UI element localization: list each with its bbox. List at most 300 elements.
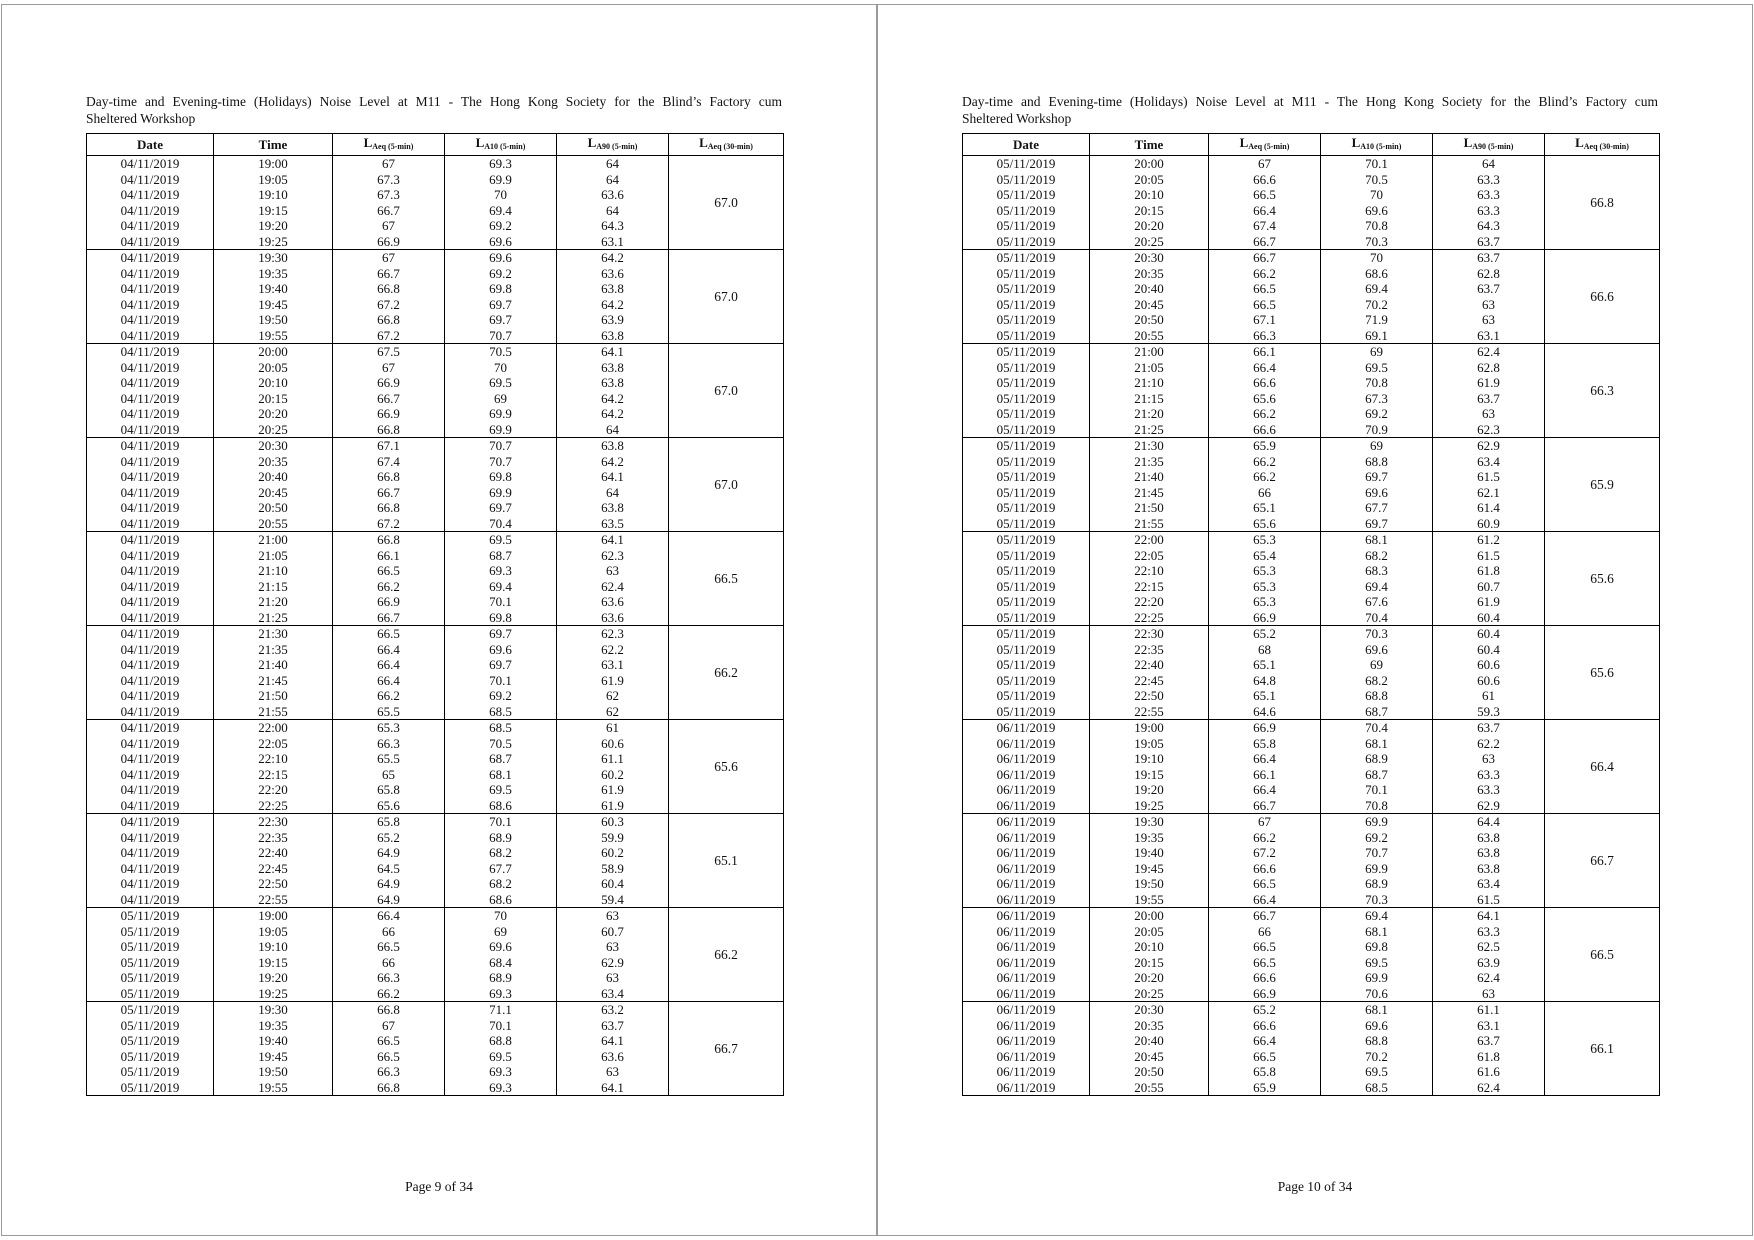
time-cell: 20:15 — [1090, 955, 1209, 971]
time-cell: 22:00 — [1090, 532, 1209, 548]
time-cell: 19:50 — [214, 312, 333, 328]
time-cell: 22:30 — [1090, 626, 1209, 642]
time-cell: 21:45 — [214, 673, 333, 689]
date-cell: 06/11/2019 — [963, 1002, 1090, 1018]
date-cell: 05/11/2019 — [963, 406, 1090, 422]
date-cell: 04/11/2019 — [87, 736, 214, 752]
la90-5min-cell: 63.3 — [1433, 172, 1545, 188]
la10-5min-cell: 69.5 — [1321, 1064, 1433, 1080]
laeq-5min-cell: 66.2 — [1209, 830, 1321, 846]
la90-5min-cell: 64.1 — [557, 344, 669, 360]
laeq-5min-cell: 65.6 — [1209, 391, 1321, 407]
la10-5min-cell: 68.4 — [445, 955, 557, 971]
laeq-5min-cell: 66.7 — [333, 485, 445, 501]
la90-5min-cell: 64 — [557, 156, 669, 172]
table-row — [87, 438, 784, 454]
la90-5min-cell: 63.1 — [557, 234, 669, 250]
date-cell: 06/11/2019 — [963, 1080, 1090, 1096]
la10-5min-cell: 70.1 — [445, 814, 557, 830]
la90-5min-cell: 64 — [557, 203, 669, 219]
date-cell: 06/11/2019 — [963, 736, 1090, 752]
la90-5min-cell: 64 — [557, 172, 669, 188]
la90-5min-cell: 63.6 — [557, 610, 669, 626]
laeq-5min-cell: 65.1 — [1209, 657, 1321, 673]
laeq-5min-cell: 67.5 — [333, 344, 445, 360]
date-cell: 04/11/2019 — [87, 266, 214, 282]
laeq-5min-cell: 66.2 — [1209, 469, 1321, 485]
la10-5min-cell: 69.9 — [445, 422, 557, 438]
la90-5min-cell: 60.4 — [1433, 642, 1545, 658]
table-title — [86, 93, 782, 127]
la10-5min-cell: 69.5 — [445, 1049, 557, 1065]
time-cell: 21:50 — [1090, 500, 1209, 516]
laeq-5min-cell: 66.4 — [1209, 1033, 1321, 1049]
la10-5min-cell: 70.7 — [445, 328, 557, 344]
laeq-5min-cell: 64.8 — [1209, 673, 1321, 689]
laeq-5min-cell: 66.5 — [1209, 187, 1321, 203]
laeq-30min-cell: 66.6 — [1545, 250, 1660, 344]
la90-5min-cell: 59.3 — [1433, 704, 1545, 720]
time-cell: 22:35 — [1090, 642, 1209, 658]
noise-level-table — [962, 133, 1660, 1096]
la10-5min-cell: 68.7 — [1321, 704, 1433, 720]
time-cell: 19:05 — [214, 172, 333, 188]
date-cell: 04/11/2019 — [87, 203, 214, 219]
laeq-5min-cell: 65.8 — [333, 814, 445, 830]
laeq-5min-cell: 66.2 — [1209, 454, 1321, 470]
laeq-5min-cell: 66.3 — [333, 1064, 445, 1080]
la10-5min-cell: 68.2 — [445, 876, 557, 892]
date-cell: 05/11/2019 — [963, 500, 1090, 516]
laeq-5min-cell: 65.6 — [1209, 516, 1321, 532]
laeq-5min-cell: 65.4 — [1209, 548, 1321, 564]
time-cell: 19:40 — [214, 1033, 333, 1049]
date-cell: 05/11/2019 — [963, 297, 1090, 313]
la10-5min-cell: 68.2 — [445, 845, 557, 861]
la90-5min-cell: 63.4 — [557, 986, 669, 1002]
date-cell: 06/11/2019 — [963, 814, 1090, 830]
time-cell: 20:20 — [214, 406, 333, 422]
la10-5min-cell: 70.3 — [1321, 234, 1433, 250]
la90-5min-cell: 63.8 — [557, 500, 669, 516]
time-cell: 20:55 — [1090, 328, 1209, 344]
la90-5min-cell: 63.6 — [557, 594, 669, 610]
time-cell: 22:45 — [1090, 673, 1209, 689]
laeq-5min-cell: 67.2 — [333, 328, 445, 344]
la90-5min-cell: 63.6 — [557, 1049, 669, 1065]
la10-5min-cell: 69.2 — [445, 266, 557, 282]
laeq-5min-cell: 66.5 — [333, 939, 445, 955]
la10-5min-cell: 69.3 — [445, 986, 557, 1002]
laeq-5min-cell: 66.4 — [1209, 782, 1321, 798]
time-cell: 20:00 — [1090, 908, 1209, 924]
date-cell: 06/11/2019 — [963, 1049, 1090, 1065]
laeq-5min-cell: 66.8 — [333, 469, 445, 485]
la10-5min-cell: 69.3 — [445, 1080, 557, 1096]
time-cell: 21:55 — [214, 704, 333, 720]
la10-5min-cell: 70.2 — [1321, 297, 1433, 313]
time-cell: 21:40 — [214, 657, 333, 673]
la90-5min-cell: 61.2 — [1433, 532, 1545, 548]
laeq-30min-cell: 65.1 — [669, 814, 784, 908]
time-cell: 21:15 — [214, 579, 333, 595]
date-cell: 04/11/2019 — [87, 657, 214, 673]
laeq-5min-cell: 66.8 — [333, 500, 445, 516]
laeq-5min-cell: 67.1 — [333, 438, 445, 454]
laeq-5min-cell: 65.1 — [1209, 500, 1321, 516]
date-cell: 04/11/2019 — [87, 782, 214, 798]
time-cell: 19:00 — [214, 908, 333, 924]
time-cell: 21:10 — [214, 563, 333, 579]
date-cell: 04/11/2019 — [87, 172, 214, 188]
date-cell: 04/11/2019 — [87, 391, 214, 407]
laeq-5min-cell: 66.7 — [333, 610, 445, 626]
laeq-5min-cell: 66.7 — [1209, 250, 1321, 266]
la90-5min-cell: 64.2 — [557, 297, 669, 313]
la10-5min-cell: 69.7 — [445, 500, 557, 516]
la90-5min-cell: 59.9 — [557, 830, 669, 846]
date-cell: 04/11/2019 — [87, 485, 214, 501]
table-title-line-2: Sheltered Workshop — [962, 111, 1072, 126]
laeq-5min-cell: 65.5 — [333, 751, 445, 767]
date-cell: 05/11/2019 — [963, 516, 1090, 532]
date-cell: 06/11/2019 — [963, 908, 1090, 924]
laeq-5min-cell: 66.2 — [333, 688, 445, 704]
la10-5min-cell: 70.5 — [445, 736, 557, 752]
la90-5min-cell: 61 — [1433, 688, 1545, 704]
la10-5min-cell: 68.8 — [445, 1033, 557, 1049]
date-cell: 06/11/2019 — [963, 830, 1090, 846]
la90-5min-cell: 63 — [1433, 312, 1545, 328]
date-cell: 06/11/2019 — [963, 939, 1090, 955]
date-cell: 05/11/2019 — [963, 642, 1090, 658]
time-cell: 20:55 — [1090, 1080, 1209, 1096]
laeq-5min-cell: 66.8 — [333, 1002, 445, 1018]
la90-5min-cell: 63.8 — [1433, 861, 1545, 877]
page-number: Page 9 of 34 — [405, 1179, 473, 1194]
header-time: Time — [214, 134, 333, 156]
laeq-5min-cell: 66.8 — [333, 422, 445, 438]
time-cell: 19:10 — [214, 187, 333, 203]
la10-5min-cell: 70.4 — [1321, 720, 1433, 736]
la10-5min-cell: 69.9 — [1321, 814, 1433, 830]
laeq-5min-cell: 65.8 — [1209, 736, 1321, 752]
la90-5min-cell: 64.3 — [557, 218, 669, 234]
table-row — [87, 908, 784, 924]
la10-5min-cell: 70.3 — [1321, 892, 1433, 908]
time-cell: 20:50 — [214, 500, 333, 516]
time-cell: 20:30 — [1090, 250, 1209, 266]
la10-5min-cell: 70.1 — [1321, 156, 1433, 172]
la90-5min-cell: 64.2 — [557, 454, 669, 470]
laeq-30min-cell: 66.8 — [1545, 156, 1660, 250]
la90-5min-cell: 60.4 — [1433, 626, 1545, 642]
laeq-30min-cell: 67.0 — [669, 156, 784, 250]
laeq-5min-cell: 65.3 — [1209, 532, 1321, 548]
time-cell: 20:30 — [1090, 1002, 1209, 1018]
la90-5min-cell: 62.2 — [1433, 736, 1545, 752]
laeq-5min-cell: 64.6 — [1209, 704, 1321, 720]
laeq-30min-cell: 67.0 — [669, 250, 784, 344]
time-cell: 21:35 — [214, 642, 333, 658]
la10-5min-cell: 69.6 — [445, 939, 557, 955]
table-header-row — [87, 134, 784, 156]
time-cell: 22:20 — [1090, 594, 1209, 610]
la90-5min-cell: 61.4 — [1433, 500, 1545, 516]
la90-5min-cell: 64.1 — [557, 532, 669, 548]
date-cell: 04/11/2019 — [87, 438, 214, 454]
time-cell: 19:45 — [1090, 861, 1209, 877]
la90-5min-cell: 63.7 — [1433, 720, 1545, 736]
laeq-30min-cell: 66.7 — [1545, 814, 1660, 908]
la10-5min-cell: 70 — [445, 187, 557, 203]
la90-5min-cell: 63.1 — [557, 657, 669, 673]
la90-5min-cell: 63.4 — [1433, 876, 1545, 892]
la10-5min-cell: 70 — [1321, 250, 1433, 266]
la90-5min-cell: 62.9 — [1433, 438, 1545, 454]
time-cell: 19:05 — [214, 924, 333, 940]
date-cell: 05/11/2019 — [963, 187, 1090, 203]
laeq-5min-cell: 66.2 — [333, 579, 445, 595]
date-cell: 05/11/2019 — [87, 908, 214, 924]
laeq-5min-cell: 65.1 — [1209, 688, 1321, 704]
la90-5min-cell: 64 — [557, 485, 669, 501]
la10-5min-cell: 70.7 — [445, 454, 557, 470]
la10-5min-cell: 69 — [445, 924, 557, 940]
header-laeq-5min: $L_{Aeq (5-min)}$ — [333, 134, 445, 156]
date-cell: 05/11/2019 — [963, 626, 1090, 642]
laeq-5min-cell: 66.9 — [1209, 720, 1321, 736]
time-cell: 19:25 — [214, 234, 333, 250]
laeq-30min-cell: 66.5 — [1545, 908, 1660, 1002]
laeq-5min-cell: 66.5 — [1209, 939, 1321, 955]
date-cell: 04/11/2019 — [87, 187, 214, 203]
header-date: Date — [963, 134, 1090, 156]
date-cell: 05/11/2019 — [963, 454, 1090, 470]
time-cell: 20:45 — [1090, 297, 1209, 313]
time-cell: 20:05 — [1090, 924, 1209, 940]
laeq-5min-cell: 67.4 — [1209, 218, 1321, 234]
time-cell: 22:40 — [214, 845, 333, 861]
laeq-5min-cell: 66.9 — [1209, 610, 1321, 626]
date-cell: 04/11/2019 — [87, 422, 214, 438]
date-cell: 05/11/2019 — [963, 250, 1090, 266]
la90-5min-cell: 60.9 — [1433, 516, 1545, 532]
time-cell: 22:25 — [1090, 610, 1209, 626]
la10-5min-cell: 68.8 — [1321, 688, 1433, 704]
la90-5min-cell: 62.4 — [1433, 970, 1545, 986]
table-title — [962, 93, 1658, 127]
la10-5min-cell: 68.6 — [1321, 266, 1433, 282]
document-page — [1, 4, 877, 1236]
noise-level-table — [86, 133, 784, 1096]
time-cell: 21:15 — [1090, 391, 1209, 407]
laeq-30min-cell: 66.2 — [669, 626, 784, 720]
table-row — [963, 250, 1660, 266]
laeq-30min-cell: 65.6 — [1545, 532, 1660, 626]
date-cell: 04/11/2019 — [87, 861, 214, 877]
la90-5min-cell: 62.3 — [557, 626, 669, 642]
la10-5min-cell: 69.6 — [1321, 642, 1433, 658]
time-cell: 20:10 — [1090, 939, 1209, 955]
laeq-5min-cell: 66.9 — [333, 375, 445, 391]
la10-5min-cell: 70.4 — [1321, 610, 1433, 626]
laeq-5min-cell: 68 — [1209, 642, 1321, 658]
la10-5min-cell: 68.9 — [445, 830, 557, 846]
laeq-5min-cell: 64.9 — [333, 876, 445, 892]
date-cell: 06/11/2019 — [963, 876, 1090, 892]
laeq-5min-cell: 67.2 — [333, 297, 445, 313]
la10-5min-cell: 70.1 — [445, 673, 557, 689]
date-cell: 04/11/2019 — [87, 798, 214, 814]
laeq-5min-cell: 67.2 — [333, 516, 445, 532]
la10-5min-cell: 68.6 — [445, 892, 557, 908]
la10-5min-cell: 69.9 — [1321, 970, 1433, 986]
date-cell: 06/11/2019 — [963, 955, 1090, 971]
time-cell: 20:45 — [214, 485, 333, 501]
date-cell: 05/11/2019 — [963, 422, 1090, 438]
laeq-5min-cell: 67 — [333, 360, 445, 376]
table-row — [963, 156, 1660, 172]
la90-5min-cell: 62.4 — [1433, 344, 1545, 360]
laeq-5min-cell: 66.4 — [1209, 203, 1321, 219]
la90-5min-cell: 62 — [557, 688, 669, 704]
la90-5min-cell: 62.4 — [1433, 1080, 1545, 1096]
la90-5min-cell: 62.8 — [1433, 266, 1545, 282]
la10-5min-cell: 67.6 — [1321, 594, 1433, 610]
la10-5min-cell: 69.4 — [1321, 908, 1433, 924]
header-time: Time — [1090, 134, 1209, 156]
date-cell: 05/11/2019 — [87, 1002, 214, 1018]
laeq-5min-cell: 66.9 — [333, 594, 445, 610]
la10-5min-cell: 69 — [445, 391, 557, 407]
la10-5min-cell: 69.5 — [1321, 955, 1433, 971]
la10-5min-cell: 69.9 — [445, 485, 557, 501]
time-cell: 22:50 — [1090, 688, 1209, 704]
la10-5min-cell: 67.3 — [1321, 391, 1433, 407]
la10-5min-cell: 69.6 — [1321, 203, 1433, 219]
la10-5min-cell: 70.5 — [445, 344, 557, 360]
time-cell: 21:40 — [1090, 469, 1209, 485]
laeq-5min-cell: 66.4 — [333, 673, 445, 689]
date-cell: 06/11/2019 — [963, 1064, 1090, 1080]
time-cell: 20:35 — [1090, 1018, 1209, 1034]
la10-5min-cell: 69.3 — [445, 563, 557, 579]
date-cell: 04/11/2019 — [87, 876, 214, 892]
date-cell: 04/11/2019 — [87, 626, 214, 642]
la90-5min-cell: 62.8 — [1433, 360, 1545, 376]
date-cell: 06/11/2019 — [963, 970, 1090, 986]
date-cell: 04/11/2019 — [87, 532, 214, 548]
header-date: Date — [87, 134, 214, 156]
time-cell: 20:15 — [214, 391, 333, 407]
la10-5min-cell: 69.8 — [445, 610, 557, 626]
laeq-5min-cell: 66.5 — [1209, 876, 1321, 892]
la90-5min-cell: 60.6 — [1433, 657, 1545, 673]
laeq-5min-cell: 66.6 — [1209, 1018, 1321, 1034]
la90-5min-cell: 63.7 — [1433, 391, 1545, 407]
time-cell: 21:35 — [1090, 454, 1209, 470]
laeq-5min-cell: 66.4 — [1209, 892, 1321, 908]
date-cell: 05/11/2019 — [963, 704, 1090, 720]
laeq-5min-cell: 67 — [333, 1018, 445, 1034]
time-cell: 19:55 — [214, 1080, 333, 1096]
table-row — [963, 720, 1660, 736]
time-cell: 22:10 — [214, 751, 333, 767]
date-cell: 04/11/2019 — [87, 218, 214, 234]
la90-5min-cell: 63.8 — [1433, 830, 1545, 846]
la90-5min-cell: 63.8 — [557, 328, 669, 344]
laeq-5min-cell: 64.5 — [333, 861, 445, 877]
la90-5min-cell: 63.8 — [557, 438, 669, 454]
time-cell: 20:50 — [1090, 312, 1209, 328]
laeq-5min-cell: 66.9 — [333, 234, 445, 250]
date-cell: 04/11/2019 — [87, 720, 214, 736]
table-row — [87, 156, 784, 172]
la10-5min-cell: 69 — [1321, 657, 1433, 673]
time-cell: 22:15 — [214, 767, 333, 783]
laeq-30min-cell: 66.7 — [669, 1002, 784, 1096]
time-cell: 19:40 — [214, 281, 333, 297]
time-cell: 22:55 — [1090, 704, 1209, 720]
la10-5min-cell: 68.9 — [1321, 751, 1433, 767]
date-cell: 05/11/2019 — [963, 360, 1090, 376]
date-cell: 04/11/2019 — [87, 406, 214, 422]
la10-5min-cell: 69.6 — [445, 642, 557, 658]
table-row — [87, 1002, 784, 1018]
la10-5min-cell: 70.5 — [1321, 172, 1433, 188]
date-cell: 04/11/2019 — [87, 548, 214, 564]
time-cell: 21:20 — [214, 594, 333, 610]
laeq-5min-cell: 67 — [1209, 156, 1321, 172]
la10-5min-cell: 68.8 — [1321, 454, 1433, 470]
time-cell: 19:35 — [1090, 830, 1209, 846]
la10-5min-cell: 67.7 — [445, 861, 557, 877]
time-cell: 21:10 — [1090, 375, 1209, 391]
laeq-5min-cell: 66.7 — [333, 266, 445, 282]
la10-5min-cell: 70.2 — [1321, 1049, 1433, 1065]
date-cell: 05/11/2019 — [87, 1080, 214, 1096]
time-cell: 22:00 — [214, 720, 333, 736]
la10-5min-cell: 69.6 — [1321, 485, 1433, 501]
la90-5min-cell: 63.9 — [557, 312, 669, 328]
date-cell: 05/11/2019 — [87, 1018, 214, 1034]
date-cell: 04/11/2019 — [87, 594, 214, 610]
laeq-5min-cell: 67 — [333, 156, 445, 172]
la90-5min-cell: 63.5 — [557, 516, 669, 532]
time-cell: 22:05 — [1090, 548, 1209, 564]
laeq-5min-cell: 66.8 — [333, 532, 445, 548]
laeq-5min-cell: 66.3 — [1209, 328, 1321, 344]
la90-5min-cell: 63.7 — [1433, 1033, 1545, 1049]
la90-5min-cell: 62.4 — [557, 579, 669, 595]
la90-5min-cell: 60.7 — [1433, 579, 1545, 595]
la90-5min-cell: 61.5 — [1433, 548, 1545, 564]
header-laeq-5min: $L_{Aeq (5-min)}$ — [1209, 134, 1321, 156]
date-cell: 05/11/2019 — [963, 485, 1090, 501]
laeq-5min-cell: 65.3 — [333, 720, 445, 736]
date-cell: 04/11/2019 — [87, 312, 214, 328]
la10-5min-cell: 68.1 — [1321, 1002, 1433, 1018]
laeq-5min-cell: 65.2 — [1209, 626, 1321, 642]
time-cell: 20:05 — [1090, 172, 1209, 188]
time-cell: 20:00 — [1090, 156, 1209, 172]
date-cell: 04/11/2019 — [87, 500, 214, 516]
laeq-5min-cell: 66 — [1209, 485, 1321, 501]
la90-5min-cell: 64.2 — [557, 250, 669, 266]
time-cell: 19:05 — [1090, 736, 1209, 752]
la10-5min-cell: 69.2 — [445, 688, 557, 704]
